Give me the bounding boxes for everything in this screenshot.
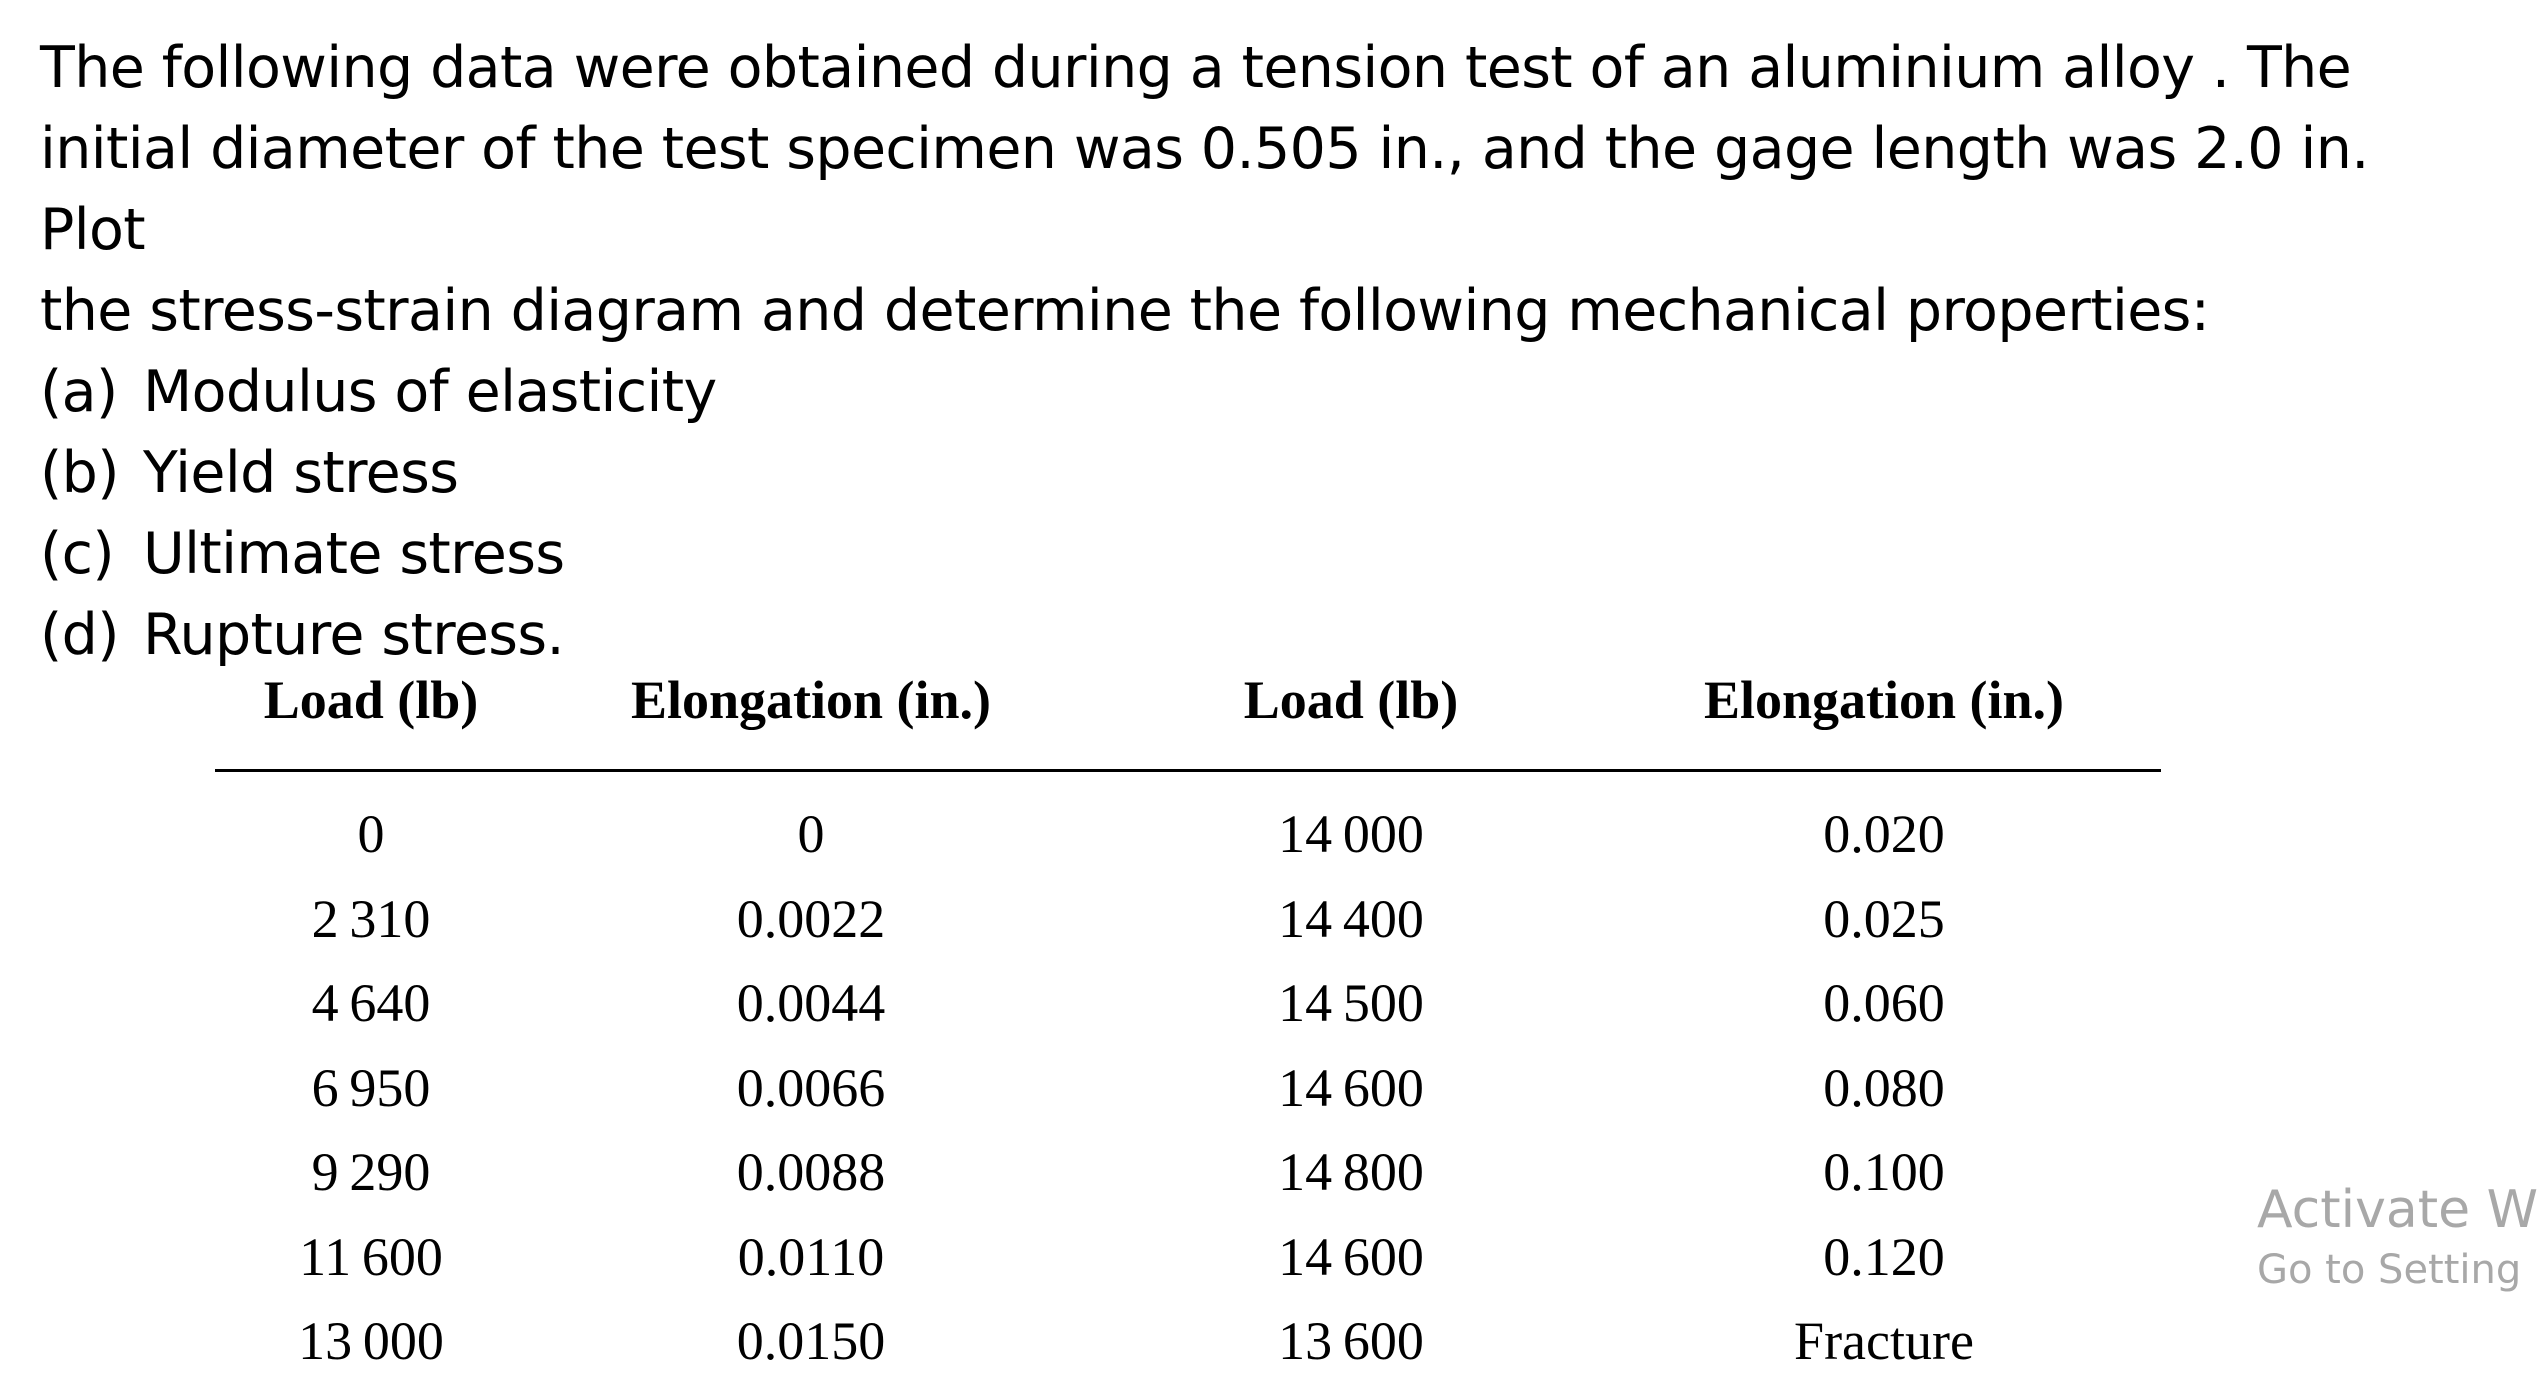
table-cell: 2 310 bbox=[311, 888, 431, 949]
list-item-marker: (c) bbox=[40, 521, 115, 587]
table-cell: 0.020 bbox=[1823, 804, 1945, 865]
table-cell: 14 800 bbox=[1278, 1142, 1424, 1203]
table-cell: 4 640 bbox=[311, 973, 431, 1034]
properties-list bbox=[40, 352, 2440, 676]
table-cell: 0.0044 bbox=[736, 973, 886, 1034]
problem-line: The following data were obtained during a tension test of an aluminium alloy . The bbox=[40, 35, 2352, 101]
table-cell: 14 000 bbox=[1278, 804, 1424, 865]
list-item-marker: (a) bbox=[40, 359, 118, 425]
list-item-marker: (d) bbox=[40, 602, 119, 668]
table-cell: 0.100 bbox=[1823, 1142, 1945, 1203]
table-cell: 0 bbox=[357, 804, 385, 865]
table-row bbox=[215, 771, 2161, 877]
table-cell: 0.120 bbox=[1823, 1226, 1945, 1287]
problem-line: the stress-strain diagram and determine the following mechanical properties: bbox=[40, 278, 2210, 344]
activation-watermark bbox=[2257, 1178, 2538, 1298]
table-cell: 6 950 bbox=[311, 1057, 431, 1118]
table-cell: 0.025 bbox=[1823, 888, 1945, 949]
header-load: Load (lb) bbox=[215, 655, 527, 771]
list-item bbox=[40, 514, 2440, 595]
header-elongation: Elongation (in.) bbox=[527, 655, 1095, 771]
list-item-text: Modulus of elasticity bbox=[143, 359, 717, 425]
problem-statement bbox=[40, 28, 2440, 676]
table-cell: 0 bbox=[797, 804, 825, 865]
table-cell: 14 500 bbox=[1278, 973, 1424, 1034]
table-cell: 0.060 bbox=[1823, 973, 1945, 1034]
table-cell: 14 400 bbox=[1278, 888, 1424, 949]
list-item-text: Yield stress bbox=[143, 440, 459, 506]
table-header-row bbox=[215, 655, 2161, 771]
watermark-subtitle: Go to Setting bbox=[2257, 1247, 2522, 1293]
table-row bbox=[215, 1046, 2161, 1131]
list-item-marker: (b) bbox=[40, 440, 119, 506]
table-cell: 0.080 bbox=[1823, 1057, 1945, 1118]
list-item-text: Ultimate stress bbox=[143, 521, 565, 587]
table-row bbox=[215, 1130, 2161, 1215]
table-row bbox=[215, 1215, 2161, 1300]
table-cell: 0.0150 bbox=[736, 1311, 886, 1372]
table-row bbox=[215, 1299, 2161, 1384]
watermark-title: Activate W bbox=[2257, 1180, 2538, 1240]
table-cell: Fracture bbox=[1794, 1311, 1974, 1372]
table-cell: 11 600 bbox=[299, 1226, 443, 1287]
header-load: Load (lb) bbox=[1095, 655, 1607, 771]
header-elongation: Elongation (in.) bbox=[1607, 655, 2161, 771]
table-cell: 0.0022 bbox=[736, 888, 886, 949]
table-cell: 0.0066 bbox=[736, 1057, 886, 1118]
table-cell: 9 290 bbox=[311, 1142, 431, 1203]
table-cell: 0.0110 bbox=[737, 1226, 885, 1287]
list-item-text: Rupture stress. bbox=[143, 602, 565, 668]
table-cell: 14 600 bbox=[1278, 1226, 1424, 1287]
table-row bbox=[215, 961, 2161, 1046]
table-cell: 0.0088 bbox=[736, 1142, 886, 1203]
load-elongation-table bbox=[215, 655, 2161, 1384]
table-cell: 14 600 bbox=[1278, 1057, 1424, 1118]
list-item bbox=[40, 352, 2440, 433]
table-row bbox=[215, 877, 2161, 962]
problem-line: initial diameter of the test specimen was 0.505 in., and the gage length was 2.0 in. Plot bbox=[40, 116, 2369, 263]
list-item bbox=[40, 433, 2440, 514]
table-cell: 13 600 bbox=[1278, 1311, 1424, 1372]
table-cell: 13 000 bbox=[298, 1311, 444, 1372]
